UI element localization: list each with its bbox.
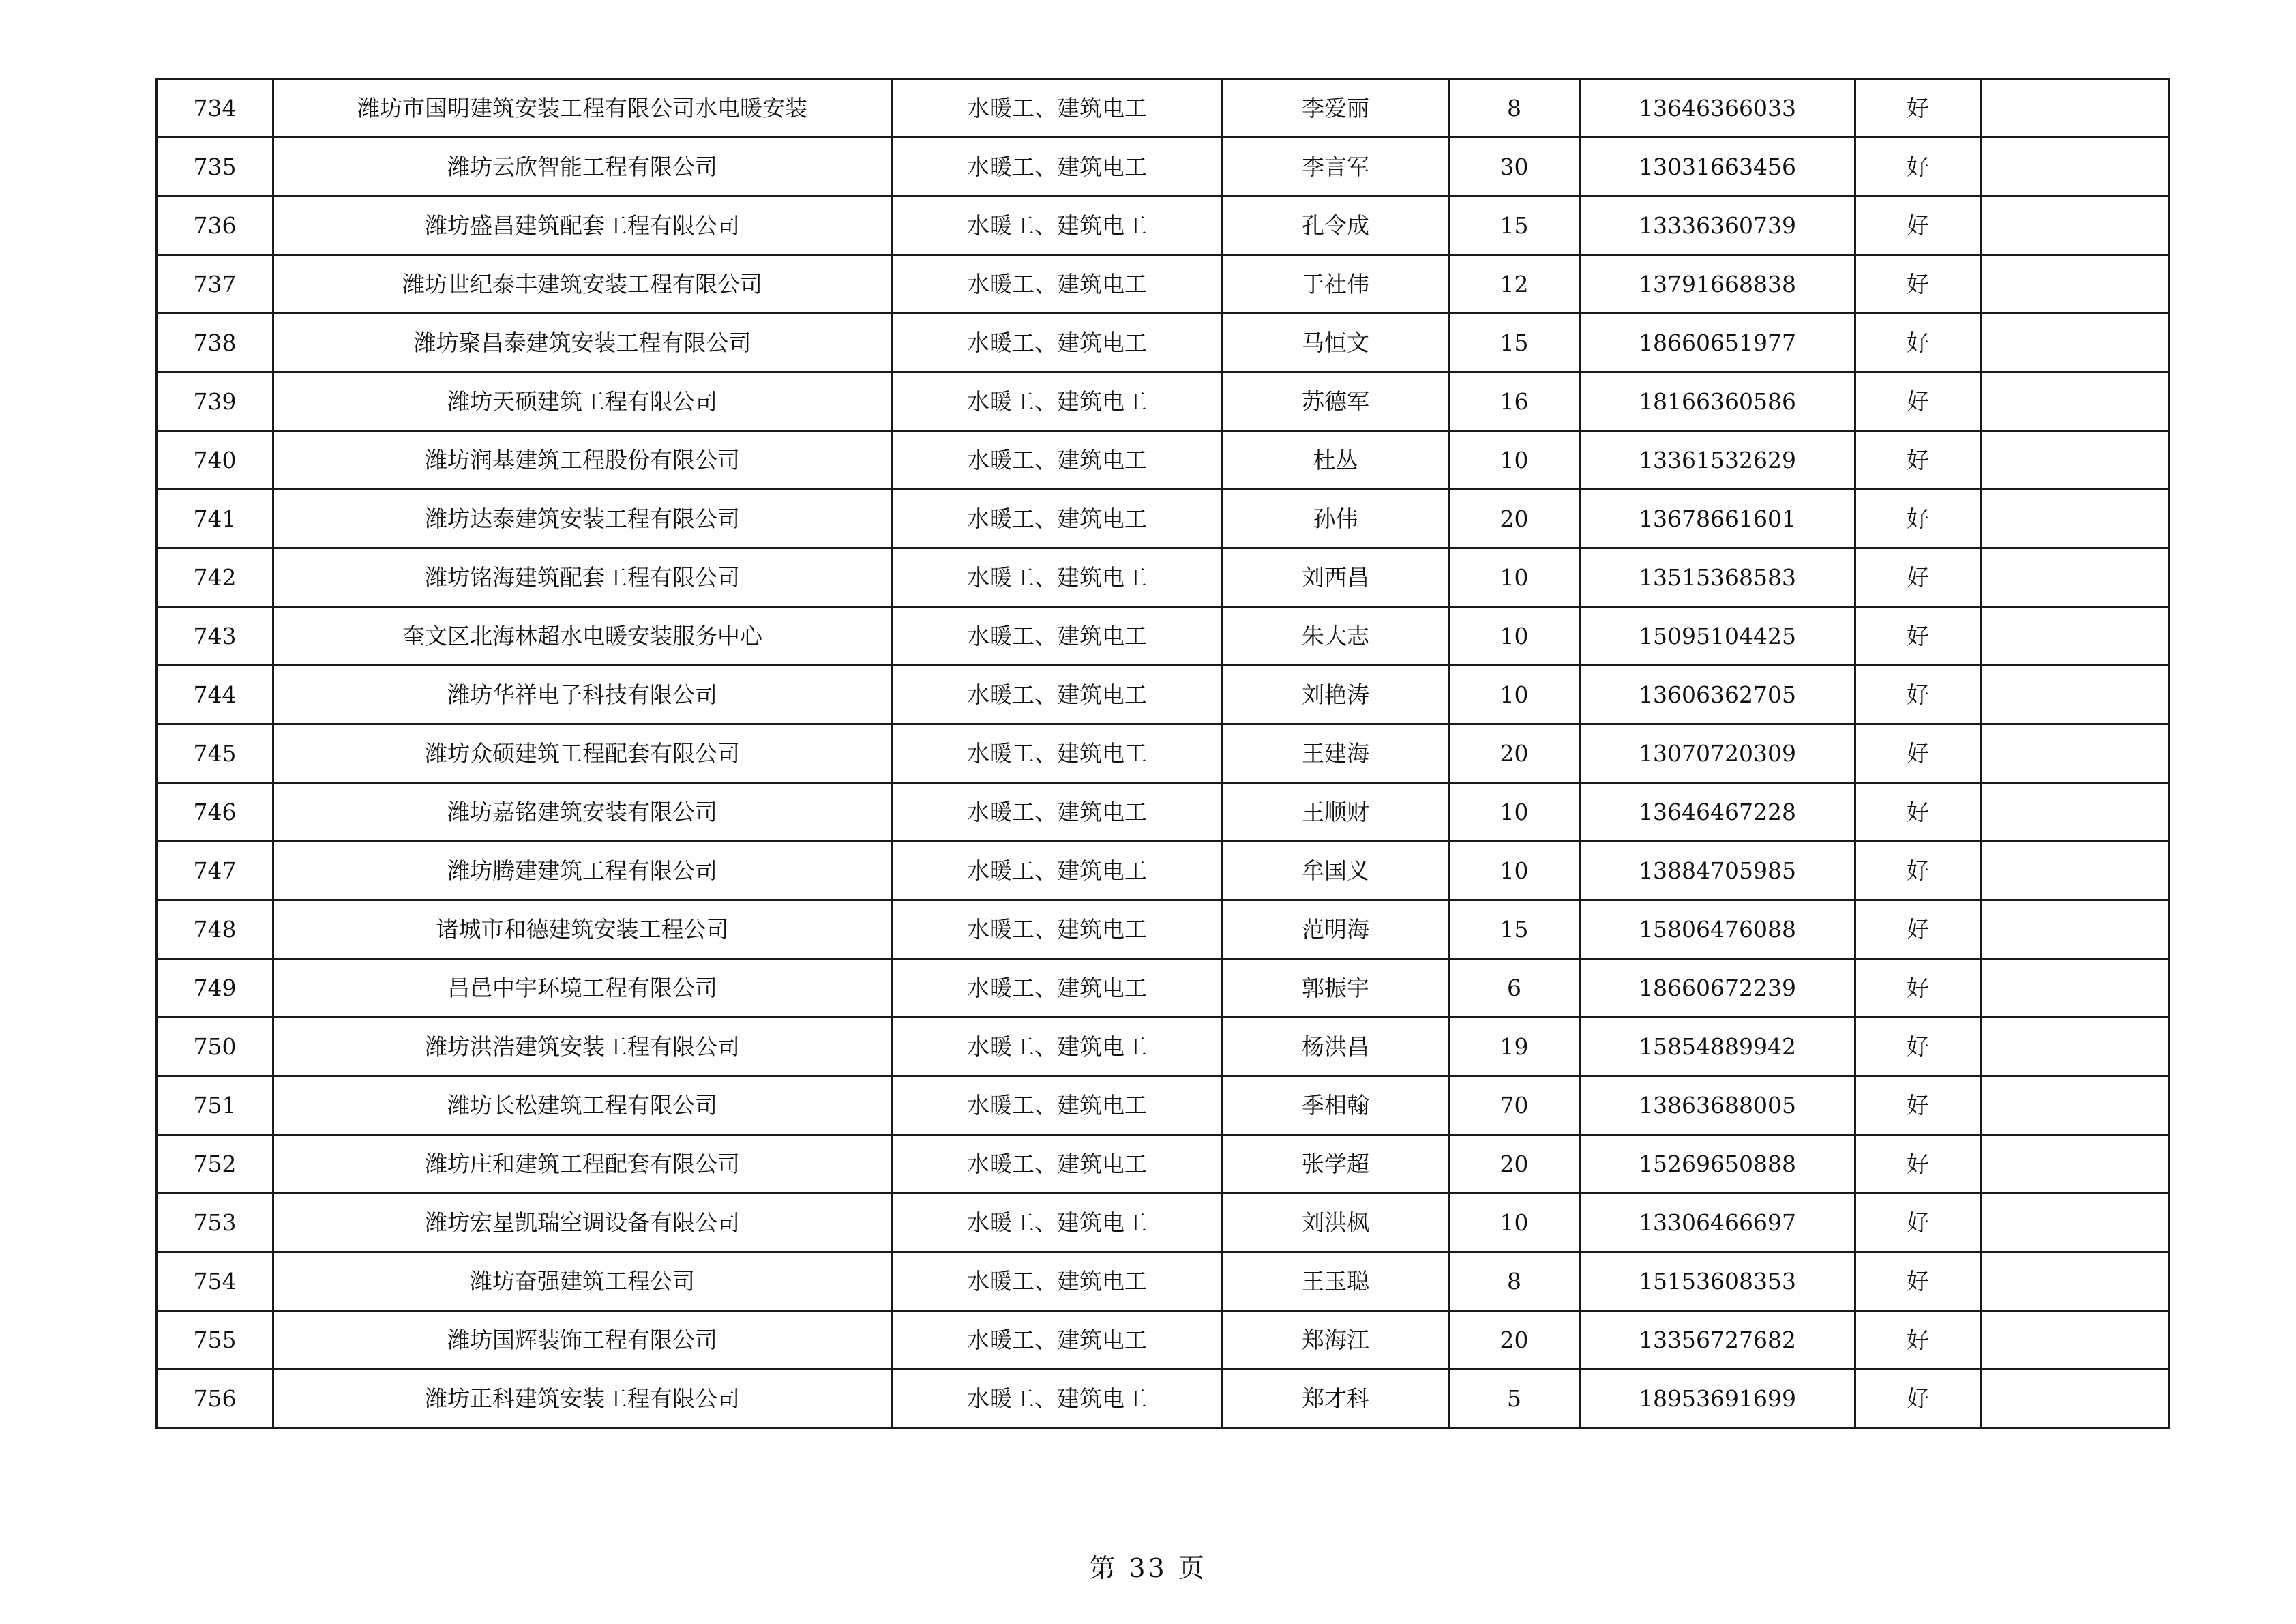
rating-cell: 好: [1855, 79, 1981, 138]
phone-number-cell: 18166360586: [1580, 372, 1855, 431]
rating-cell: 好: [1855, 959, 1981, 1018]
phone-number-cell: 13884705985: [1580, 842, 1855, 900]
contact-person-cell: 王顺财: [1223, 783, 1449, 842]
worker-count-cell: 30: [1449, 138, 1580, 196]
table-row: [157, 842, 2169, 900]
row-number-cell: 751: [157, 1076, 273, 1135]
contact-person-cell: 季相翰: [1223, 1076, 1449, 1135]
enterprise-table: [155, 78, 2170, 1429]
phone-number-cell: 13306466697: [1580, 1194, 1855, 1252]
row-number-cell: 749: [157, 959, 273, 1018]
company-name-cell: 潍坊云欣智能工程有限公司: [273, 138, 892, 196]
table-row: [157, 490, 2169, 548]
phone-number-cell: 13361532629: [1580, 431, 1855, 490]
table-row: [157, 255, 2169, 314]
contact-person-cell: 范明海: [1223, 900, 1449, 959]
table-row: [157, 138, 2169, 196]
trade-type-cell: 水暖工、建筑电工: [892, 490, 1223, 548]
rating-cell: 好: [1855, 255, 1981, 314]
row-number-cell: 753: [157, 1194, 273, 1252]
trade-type-cell: 水暖工、建筑电工: [892, 1370, 1223, 1428]
company-name-cell: 潍坊天硕建筑工程有限公司: [273, 372, 892, 431]
contact-person-cell: 郭振宇: [1223, 959, 1449, 1018]
company-name-cell: 奎文区北海林超水电暖安装服务中心: [273, 607, 892, 666]
worker-count-cell: 5: [1449, 1370, 1580, 1428]
worker-count-cell: 10: [1449, 842, 1580, 900]
worker-count-cell: 8: [1449, 1252, 1580, 1311]
worker-count-cell: 20: [1449, 490, 1580, 548]
worker-count-cell: 10: [1449, 607, 1580, 666]
remark-cell: [1981, 255, 2169, 314]
row-number-cell: 752: [157, 1135, 273, 1194]
table-row: [157, 431, 2169, 490]
phone-number-cell: 13356727682: [1580, 1311, 1855, 1370]
row-number-cell: 742: [157, 548, 273, 607]
worker-count-cell: 8: [1449, 79, 1580, 138]
trade-type-cell: 水暖工、建筑电工: [892, 255, 1223, 314]
company-name-cell: 潍坊奋强建筑工程公司: [273, 1252, 892, 1311]
phone-number-cell: 15153608353: [1580, 1252, 1855, 1311]
trade-type-cell: 水暖工、建筑电工: [892, 959, 1223, 1018]
remark-cell: [1981, 1076, 2169, 1135]
table-row: [157, 724, 2169, 783]
phone-number-cell: 13646366033: [1580, 79, 1855, 138]
row-number-cell: 737: [157, 255, 273, 314]
company-name-cell: 诸城市和德建筑安装工程公司: [273, 900, 892, 959]
contact-person-cell: 于社伟: [1223, 255, 1449, 314]
contact-person-cell: 刘西昌: [1223, 548, 1449, 607]
company-name-cell: 潍坊正科建筑安装工程有限公司: [273, 1370, 892, 1428]
row-number-cell: 745: [157, 724, 273, 783]
rating-cell: 好: [1855, 431, 1981, 490]
rating-cell: 好: [1855, 548, 1981, 607]
table-row: [157, 1018, 2169, 1076]
phone-number-cell: 15269650888: [1580, 1135, 1855, 1194]
company-name-cell: 潍坊长松建筑工程有限公司: [273, 1076, 892, 1135]
worker-count-cell: 6: [1449, 959, 1580, 1018]
table-row: [157, 607, 2169, 666]
remark-cell: [1981, 842, 2169, 900]
row-number-cell: 744: [157, 666, 273, 724]
company-name-cell: 昌邑中宇环境工程有限公司: [273, 959, 892, 1018]
remark-cell: [1981, 138, 2169, 196]
company-name-cell: 潍坊洪浩建筑安装工程有限公司: [273, 1018, 892, 1076]
phone-number-cell: 13515368583: [1580, 548, 1855, 607]
company-name-cell: 潍坊宏星凯瑞空调设备有限公司: [273, 1194, 892, 1252]
company-name-cell: 潍坊市国明建筑安装工程有限公司水电暖安装: [273, 79, 892, 138]
phone-number-cell: 18953691699: [1580, 1370, 1855, 1428]
worker-count-cell: 16: [1449, 372, 1580, 431]
rating-cell: 好: [1855, 607, 1981, 666]
rating-cell: 好: [1855, 900, 1981, 959]
row-number-cell: 746: [157, 783, 273, 842]
worker-count-cell: 10: [1449, 431, 1580, 490]
contact-person-cell: 郑才科: [1223, 1370, 1449, 1428]
remark-cell: [1981, 79, 2169, 138]
company-name-cell: 潍坊润基建筑工程股份有限公司: [273, 431, 892, 490]
remark-cell: [1981, 724, 2169, 783]
rating-cell: 好: [1855, 783, 1981, 842]
trade-type-cell: 水暖工、建筑电工: [892, 431, 1223, 490]
phone-number-cell: 15854889942: [1580, 1018, 1855, 1076]
company-name-cell: 潍坊世纪泰丰建筑安装工程有限公司: [273, 255, 892, 314]
company-name-cell: 潍坊国辉装饰工程有限公司: [273, 1311, 892, 1370]
remark-cell: [1981, 372, 2169, 431]
contact-person-cell: 杜丛: [1223, 431, 1449, 490]
phone-number-cell: 13646467228: [1580, 783, 1855, 842]
contact-person-cell: 马恒文: [1223, 314, 1449, 372]
table-row: [157, 314, 2169, 372]
trade-type-cell: 水暖工、建筑电工: [892, 548, 1223, 607]
phone-number-cell: 13070720309: [1580, 724, 1855, 783]
row-number-cell: 739: [157, 372, 273, 431]
phone-number-cell: 15806476088: [1580, 900, 1855, 959]
worker-count-cell: 15: [1449, 900, 1580, 959]
trade-type-cell: 水暖工、建筑电工: [892, 842, 1223, 900]
worker-count-cell: 20: [1449, 1135, 1580, 1194]
company-name-cell: 潍坊庄和建筑工程配套有限公司: [273, 1135, 892, 1194]
row-number-cell: 740: [157, 431, 273, 490]
rating-cell: 好: [1855, 724, 1981, 783]
worker-count-cell: 15: [1449, 196, 1580, 255]
company-name-cell: 潍坊众硕建筑工程配套有限公司: [273, 724, 892, 783]
trade-type-cell: 水暖工、建筑电工: [892, 1194, 1223, 1252]
remark-cell: [1981, 314, 2169, 372]
worker-count-cell: 12: [1449, 255, 1580, 314]
company-name-cell: 潍坊腾建建筑工程有限公司: [273, 842, 892, 900]
trade-type-cell: 水暖工、建筑电工: [892, 607, 1223, 666]
remark-cell: [1981, 1194, 2169, 1252]
remark-cell: [1981, 1252, 2169, 1311]
rating-cell: 好: [1855, 196, 1981, 255]
remark-cell: [1981, 666, 2169, 724]
rating-cell: 好: [1855, 314, 1981, 372]
rating-cell: 好: [1855, 1311, 1981, 1370]
remark-cell: [1981, 1135, 2169, 1194]
remark-cell: [1981, 431, 2169, 490]
phone-number-cell: 13606362705: [1580, 666, 1855, 724]
phone-number-cell: 18660672239: [1580, 959, 1855, 1018]
table-row: [157, 1194, 2169, 1252]
table-row: [157, 196, 2169, 255]
table-row: [157, 1076, 2169, 1135]
trade-type-cell: 水暖工、建筑电工: [892, 666, 1223, 724]
contact-person-cell: 张学超: [1223, 1135, 1449, 1194]
phone-number-cell: 18660651977: [1580, 314, 1855, 372]
rating-cell: 好: [1855, 842, 1981, 900]
contact-person-cell: 孙伟: [1223, 490, 1449, 548]
rating-cell: 好: [1855, 138, 1981, 196]
company-name-cell: 潍坊嘉铭建筑安装有限公司: [273, 783, 892, 842]
company-name-cell: 潍坊聚昌泰建筑安装工程有限公司: [273, 314, 892, 372]
table-row: [157, 1370, 2169, 1428]
remark-cell: [1981, 1311, 2169, 1370]
trade-type-cell: 水暖工、建筑电工: [892, 1311, 1223, 1370]
remark-cell: [1981, 607, 2169, 666]
trade-type-cell: 水暖工、建筑电工: [892, 900, 1223, 959]
phone-number-cell: 13031663456: [1580, 138, 1855, 196]
trade-type-cell: 水暖工、建筑电工: [892, 79, 1223, 138]
remark-cell: [1981, 1018, 2169, 1076]
table-row: [157, 1252, 2169, 1311]
worker-count-cell: 15: [1449, 314, 1580, 372]
contact-person-cell: 朱大志: [1223, 607, 1449, 666]
trade-type-cell: 水暖工、建筑电工: [892, 372, 1223, 431]
trade-type-cell: 水暖工、建筑电工: [892, 138, 1223, 196]
row-number-cell: 735: [157, 138, 273, 196]
row-number-cell: 736: [157, 196, 273, 255]
row-number-cell: 734: [157, 79, 273, 138]
trade-type-cell: 水暖工、建筑电工: [892, 1252, 1223, 1311]
rating-cell: 好: [1855, 1252, 1981, 1311]
contact-person-cell: 王玉聪: [1223, 1252, 1449, 1311]
table-row: [157, 79, 2169, 138]
trade-type-cell: 水暖工、建筑电工: [892, 783, 1223, 842]
rating-cell: 好: [1855, 1135, 1981, 1194]
remark-cell: [1981, 548, 2169, 607]
contact-person-cell: 杨洪昌: [1223, 1018, 1449, 1076]
table-row: [157, 783, 2169, 842]
company-name-cell: 潍坊盛昌建筑配套工程有限公司: [273, 196, 892, 255]
trade-type-cell: 水暖工、建筑电工: [892, 196, 1223, 255]
table-row: [157, 666, 2169, 724]
contact-person-cell: 刘洪枫: [1223, 1194, 1449, 1252]
contact-person-cell: 苏德军: [1223, 372, 1449, 431]
row-number-cell: 738: [157, 314, 273, 372]
remark-cell: [1981, 959, 2169, 1018]
remark-cell: [1981, 783, 2169, 842]
row-number-cell: 754: [157, 1252, 273, 1311]
company-name-cell: 潍坊铭海建筑配套工程有限公司: [273, 548, 892, 607]
contact-person-cell: 孔令成: [1223, 196, 1449, 255]
trade-type-cell: 水暖工、建筑电工: [892, 1018, 1223, 1076]
remark-cell: [1981, 1370, 2169, 1428]
row-number-cell: 748: [157, 900, 273, 959]
company-name-cell: 潍坊达泰建筑安装工程有限公司: [273, 490, 892, 548]
trade-type-cell: 水暖工、建筑电工: [892, 1135, 1223, 1194]
table-row: [157, 372, 2169, 431]
phone-number-cell: 13863688005: [1580, 1076, 1855, 1135]
remark-cell: [1981, 900, 2169, 959]
rating-cell: 好: [1855, 372, 1981, 431]
phone-number-cell: 13678661601: [1580, 490, 1855, 548]
rating-cell: 好: [1855, 490, 1981, 548]
rating-cell: 好: [1855, 666, 1981, 724]
table-row: [157, 1311, 2169, 1370]
rating-cell: 好: [1855, 1194, 1981, 1252]
row-number-cell: 747: [157, 842, 273, 900]
rating-cell: 好: [1855, 1076, 1981, 1135]
worker-count-cell: 10: [1449, 666, 1580, 724]
remark-cell: [1981, 196, 2169, 255]
trade-type-cell: 水暖工、建筑电工: [892, 314, 1223, 372]
row-number-cell: 756: [157, 1370, 273, 1428]
contact-person-cell: 王建海: [1223, 724, 1449, 783]
table-row: [157, 548, 2169, 607]
worker-count-cell: 20: [1449, 1311, 1580, 1370]
contact-person-cell: 李言军: [1223, 138, 1449, 196]
row-number-cell: 755: [157, 1311, 273, 1370]
contact-person-cell: 牟国义: [1223, 842, 1449, 900]
phone-number-cell: 13336360739: [1580, 196, 1855, 255]
worker-count-cell: 19: [1449, 1018, 1580, 1076]
contact-person-cell: 刘艳涛: [1223, 666, 1449, 724]
worker-count-cell: 10: [1449, 1194, 1580, 1252]
phone-number-cell: 15095104425: [1580, 607, 1855, 666]
rating-cell: 好: [1855, 1018, 1981, 1076]
rating-cell: 好: [1855, 1370, 1981, 1428]
worker-count-cell: 10: [1449, 783, 1580, 842]
worker-count-cell: 70: [1449, 1076, 1580, 1135]
page-number: 第 33 页: [1089, 1553, 1207, 1583]
table-row: [157, 959, 2169, 1018]
phone-number-cell: 13791668838: [1580, 255, 1855, 314]
row-number-cell: 743: [157, 607, 273, 666]
table-body: [157, 79, 2169, 1428]
row-number-cell: 750: [157, 1018, 273, 1076]
trade-type-cell: 水暖工、建筑电工: [892, 1076, 1223, 1135]
row-number-cell: 741: [157, 490, 273, 548]
table-row: [157, 900, 2169, 959]
company-name-cell: 潍坊华祥电子科技有限公司: [273, 666, 892, 724]
remark-cell: [1981, 490, 2169, 548]
table-row: [157, 1135, 2169, 1194]
worker-count-cell: 20: [1449, 724, 1580, 783]
trade-type-cell: 水暖工、建筑电工: [892, 724, 1223, 783]
contact-person-cell: 郑海江: [1223, 1311, 1449, 1370]
worker-count-cell: 10: [1449, 548, 1580, 607]
contact-person-cell: 李爱丽: [1223, 79, 1449, 138]
